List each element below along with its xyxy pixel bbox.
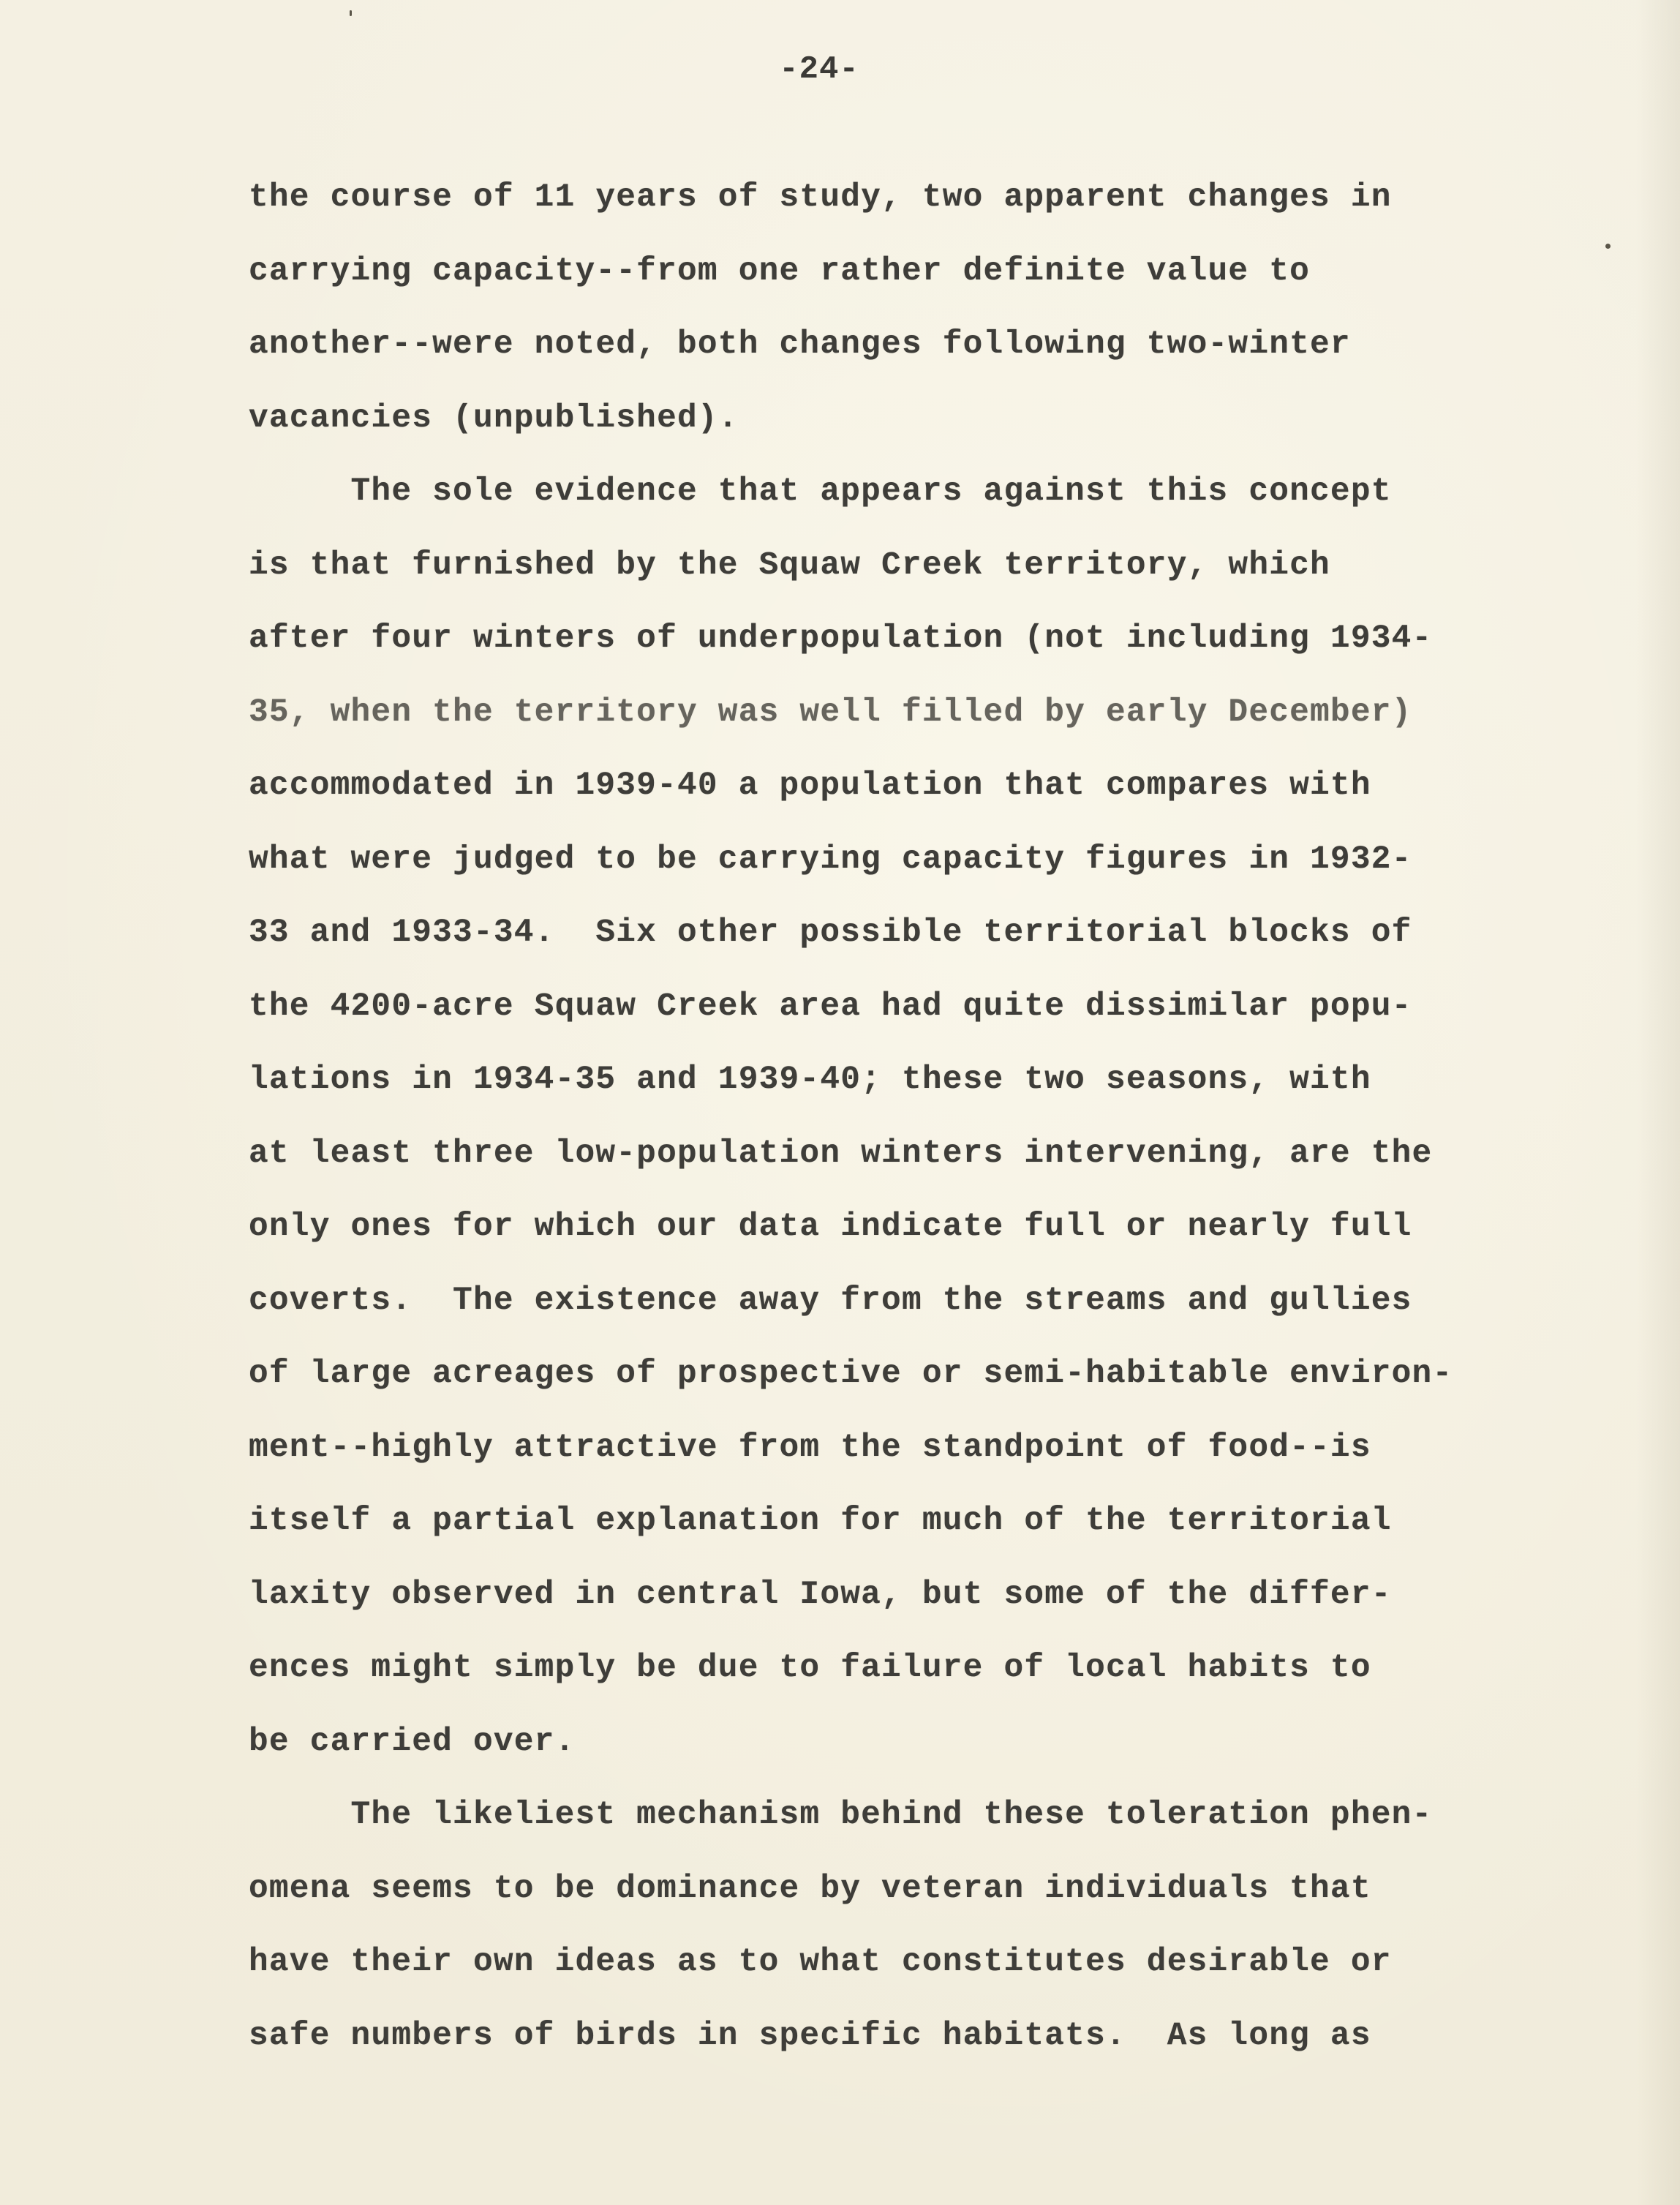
text-line: itself a partial explanation for much of the territorial: [249, 1503, 1392, 1539]
text-line: lations in 1934-35 and 1939-40; these two seasons, with: [249, 1062, 1371, 1098]
text-line: have their own ideas as to what constitutes desirable or: [249, 1944, 1392, 1980]
text-line: ment--highly attractive from the standpoint of food--is: [249, 1429, 1371, 1466]
paper-mark: [350, 10, 352, 16]
text-line: laxity observed in central Iowa, but some of the differ-: [249, 1576, 1392, 1613]
text-line: ences might simply be due to failure of local habits to: [249, 1650, 1371, 1686]
page-edge-shadow: [1636, 0, 1680, 2205]
text-line: the 4200-acre Squaw Creek area had quite dissimilar popu-: [249, 988, 1412, 1025]
text-line: accommodated in 1939-40 a population that compares with: [249, 767, 1371, 804]
text-line: 33 and 1933-34. Six other possible territorial blocks of: [249, 914, 1412, 951]
typed-body-text: [249, 161, 1551, 2073]
text-line: what were judged to be carrying capacity figures in 1932-: [249, 841, 1412, 878]
text-line: omena seems to be dominance by veteran individuals that: [249, 1870, 1371, 1907]
text-line: vacancies (unpublished).: [249, 399, 739, 437]
text-line: the course of 11 years of study, two apparent changes in: [249, 179, 1392, 216]
text-line: coverts. The existence away from the streams and gullies: [249, 1282, 1412, 1319]
text-line: carrying capacity--from one rather definite value to: [249, 252, 1311, 290]
text-line: another--were noted, both changes following two-winter: [249, 326, 1351, 363]
text-line: The sole evidence that appears against this concept: [249, 473, 1392, 510]
text-line: 35, when the territory was well filled by early December): [249, 694, 1412, 731]
text-line: safe numbers of birds in specific habitats. As long as: [249, 2017, 1371, 2054]
text-line: is that furnished by the Squaw Creek territory, which: [249, 546, 1330, 584]
text-line: after four winters of underpopulation (not including 1934-: [249, 620, 1433, 657]
text-line: The likeliest mechanism behind these toleration phen-: [249, 1797, 1433, 1833]
text-line: of large acreages of prospective or semi-habitable environ-: [249, 1356, 1453, 1392]
text-line: only ones for which our data indicate full or nearly full: [249, 1209, 1412, 1245]
text-line: at least three low-population winters intervening, are the: [249, 1135, 1433, 1172]
paper-mark: [1605, 244, 1611, 249]
text-line: be carried over.: [249, 1723, 576, 1760]
page-number: -24-: [779, 51, 859, 88]
